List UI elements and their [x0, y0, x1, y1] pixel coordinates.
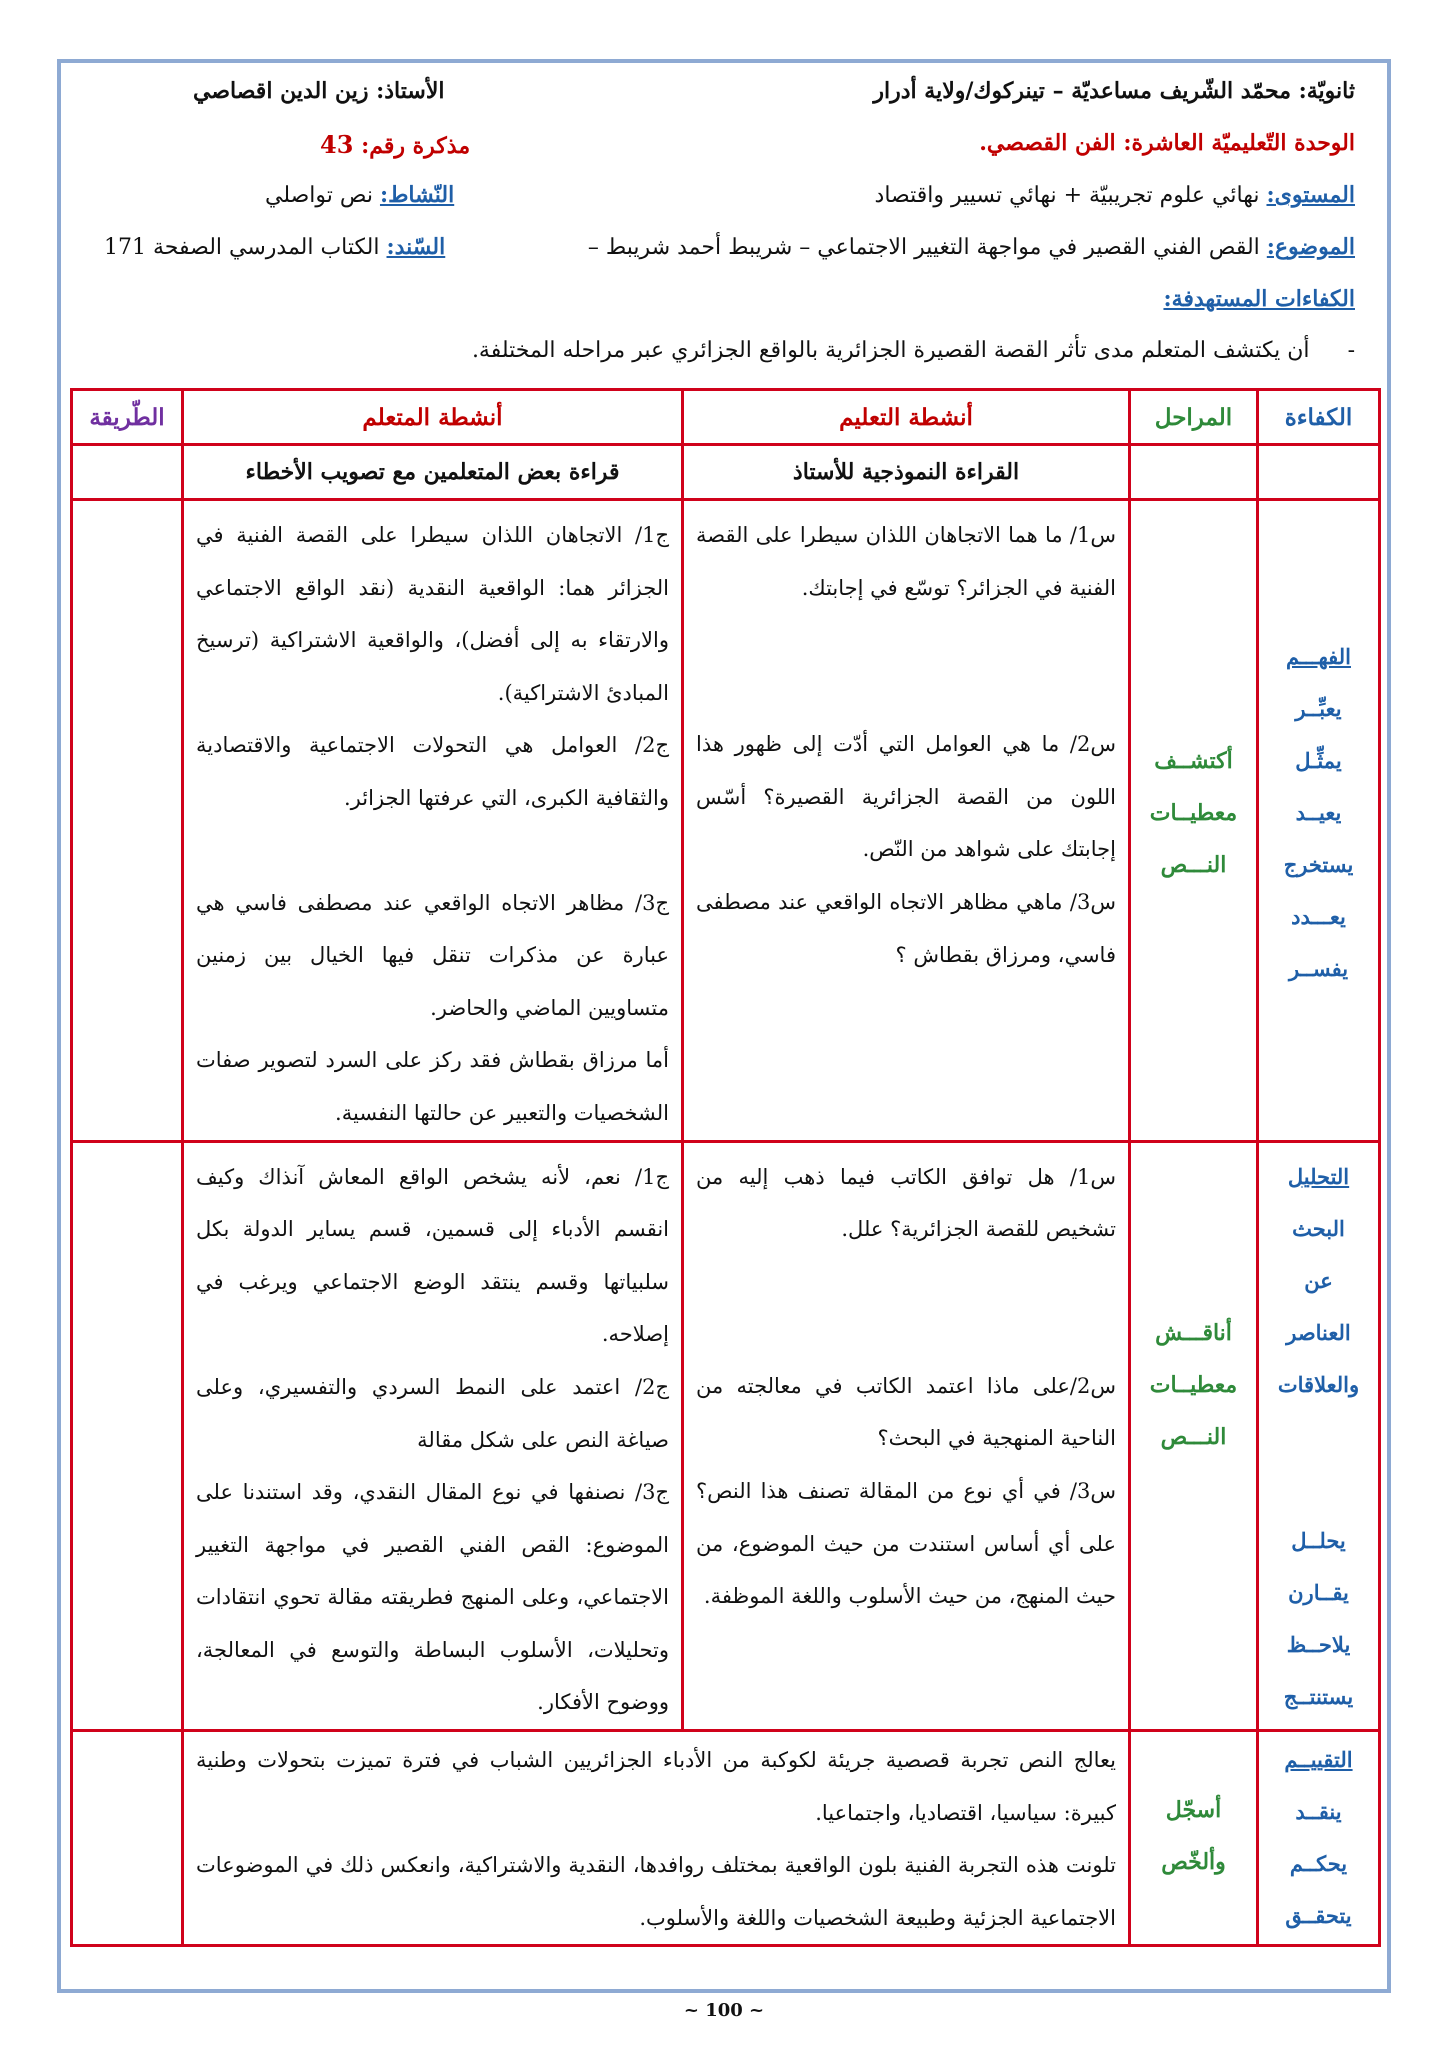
source-value: الكتاب المدرسي الصفحة 171: [104, 235, 387, 260]
topic-line: [588, 234, 1355, 260]
competency-verb: يلاحــظ: [1286, 1631, 1351, 1657]
memo-number-block: [320, 130, 470, 159]
source-line: [104, 234, 445, 260]
stage-word: النـــص: [1160, 1423, 1227, 1450]
answer-2: ج2/ اعتمد على النمط السردي والتفسيري، وعلى صياغة النص على شكل مقالة: [196, 1374, 669, 1452]
objective-text: أن يكتشف المتعلم مدى تأثر القصة القصيرة الجزائرية بالواقع الجزائري عبر مراحله المختلفة.: [471, 338, 1310, 363]
unit-title: الوحدة التّعليميّة العاشرة: الفن القصصي.: [979, 130, 1355, 156]
competency-word: البحث: [1292, 1215, 1345, 1241]
activity-label: النّشاط:: [379, 182, 455, 208]
competency-verb: يقــارن: [1288, 1579, 1349, 1605]
stage-word: أسجّل: [1165, 1797, 1222, 1824]
competency-verb: يعيــد: [1295, 800, 1342, 825]
stage-cell-3: [1130, 1731, 1258, 1946]
stage-word: أكتشــف: [1154, 748, 1233, 774]
source-label: السّند:: [386, 234, 446, 260]
stage-cell-2: [1130, 1141, 1258, 1731]
subhead-learner: قراءة بعض المتعلمين مع تصويب الأخطاء: [183, 445, 683, 500]
answer-1: ج1/ نعم، لأنه يشخص الواقع المعاش آنذاك وكيف انقسم الأدباء إلى قسمين، قسم يساير الدولة بكل سلبياتها وقسم ينتقد الوضع الاجتماعي ويرغب في إصلاحه.: [196, 1164, 669, 1347]
subhead-empty-competency: [1258, 445, 1380, 500]
section-comprehension: [72, 500, 1380, 1142]
summary-cell: [183, 1731, 1130, 1946]
teaching-cell-2: [683, 1141, 1130, 1731]
competency-verb: يتحقــق: [1285, 1903, 1352, 1929]
competency-title-2: التحليل: [1287, 1163, 1350, 1189]
memo-label: مذكرة رقم:: [361, 133, 471, 159]
answer-3: ج3/ مظاهر الاتجاه الواقعي عند مصطفى فاسي هي عبارة عن مذكرات تنقل فيها الخيال بين زمنين متساويين الماضي والحاضر.: [196, 890, 669, 1020]
competency-verb: يعـــدد: [1291, 904, 1346, 929]
question-3: س3/ في أي نوع من المقالة تصنف هذا النص؟ على أي أساس استندت من حيث الموضوع، من حيث المنهج، من حيث الأسلوب واللغة الموظفة.: [696, 1478, 1116, 1609]
stage-word: معطيــات: [1149, 1371, 1238, 1398]
competency-verb: يحلــل: [1291, 1527, 1346, 1553]
learner-cell-1: [183, 500, 683, 1142]
answer-2: ج2/ العوامل هي التحولات الاجتماعية والاقتصادية والثقافية الكبرى، التي عرفتها الجزائر.: [196, 733, 669, 810]
competency-verb: ينقــد: [1295, 1799, 1342, 1825]
header-competency: الكفاءة: [1258, 390, 1380, 445]
summary-paragraph-2: تلونت هذه التجربة الفنية بلون الواقعية بمختلف روافدها، النقدية والاشتراكية، وانعكس ذلك في الموضوعات الاجتماعية الجزئية وطبيعة الشخصيات واللغة والأسلوب.: [196, 1853, 1116, 1930]
section-analysis: [72, 1141, 1380, 1731]
competency-word: العناصر: [1286, 1319, 1351, 1345]
lesson-table: [70, 388, 1381, 1947]
subhead-empty-stage: [1130, 445, 1258, 500]
competency-verb: يستخرج: [1283, 852, 1354, 877]
header-method: الطّريقة: [72, 390, 183, 445]
competency-verb: يفســر: [1288, 956, 1349, 981]
topic-label: الموضوع:: [1266, 234, 1355, 260]
competency-verb: يحكــم: [1289, 1851, 1348, 1877]
competency-verb: يمثِّـل: [1295, 748, 1342, 773]
competency-cell-3: [1258, 1731, 1380, 1946]
method-cell-2: [72, 1141, 183, 1731]
competency-word: عن: [1304, 1267, 1333, 1293]
header-stages: المراحل: [1130, 390, 1258, 445]
activity-value: نص تواصلي: [265, 183, 380, 208]
stage-word: وألخّص: [1161, 1849, 1226, 1876]
competency-title-1: الفهـــم: [1286, 644, 1351, 669]
table-header-row: [72, 390, 1380, 445]
competency-verb: يعبِّــر: [1295, 696, 1342, 721]
stage-word: معطيــات: [1149, 800, 1238, 826]
competencies-label: الكفاءات المستهدفة:: [1163, 286, 1355, 312]
objective-line: [472, 338, 1355, 363]
memo-number: 43: [320, 130, 354, 159]
method-cell-3: [72, 1731, 183, 1946]
topic-value: القص الفني القصير في مواجهة التغيير الاجتماعي – شريبط أحمد شريبط –: [587, 235, 1267, 260]
stage-word: النـــص: [1160, 852, 1227, 878]
answer-3b: أما مرزاق بقطاش فقد ركز على السرد لتصوير صفات الشخصيات والتعبير عن حالتها النفسية.: [196, 1048, 669, 1125]
method-cell-1: [72, 500, 183, 1142]
question-1: س1/ ما هما الاتجاهان اللذان سيطرا على القصة الفنية في الجزائر؟ توسّع في إجابتك.: [696, 523, 1116, 600]
competency-verb: يستنتــج: [1283, 1683, 1354, 1709]
stage-word: أناقـــش: [1155, 1319, 1232, 1346]
learner-cell-2: [183, 1141, 683, 1731]
competency-cell-2: [1258, 1141, 1380, 1731]
question-3: س3/ ماهي مظاهر الاتجاه الواقعي عند مصطفى فاسي، ومرزاق بقطاش ؟: [696, 889, 1116, 967]
objective-bullet: -: [1347, 338, 1355, 363]
header-learner: أنشطة المتعلم: [183, 390, 683, 445]
level-label: المستوى:: [1266, 182, 1355, 208]
table-subhead-row: [72, 445, 1380, 500]
subhead-empty-method: [72, 445, 183, 500]
header-teaching: أنشطة التعليم: [683, 390, 1130, 445]
stage-cell-1: [1130, 500, 1258, 1142]
school-name: ثانويّة: محمّد الشّريف مساعديّة – تينركوك/ولاية أدرار: [873, 78, 1355, 104]
question-1: س1/ هل توافق الكاتب فيما ذهب إليه من تشخيص للقصة الجزائرية؟ علل.: [696, 1164, 1116, 1242]
question-2: س2/ ما هي العوامل التي أدّت إلى ظهور هذا اللون من القصة الجزائرية القصيرة؟ أسّس إجابتك على شواهد من النّص.: [696, 732, 1116, 862]
page-number: ~ 100 ~: [683, 2000, 765, 2021]
summary-paragraph-1: يعالج النص تجربة قصصية جريئة لكوكبة من الأدباء الجزائريين الشباب في فترة تميزت بتحولات وطنية كبيرة: سياسيا، اقتصاديا، واجتماعيا.: [196, 1748, 1116, 1825]
teaching-cell-1: [683, 500, 1130, 1142]
competency-title-3: التقييــم: [1284, 1747, 1353, 1773]
subhead-teaching: القراءة النموذجية للأستاذ: [683, 445, 1130, 500]
level-value: نهائي علوم تجريبيّة + نهائي تسيير واقتصاد: [874, 183, 1267, 208]
activity-line: [265, 182, 454, 208]
competency-word: والعلاقات: [1277, 1371, 1360, 1397]
answer-3: ج3/ نصنفها في نوع المقال النقدي، وقد استندنا على الموضوع: القص الفني القصير في مواجهة التغيير الاجتماعي، وعلى المنهج فطريقته مقالة تحوي انتقادات وتحليلات، الأسلوب البساطة والتوسع في المعالجة، ووضوح الأفكار.: [196, 1480, 669, 1715]
question-2: س2/على ماذا اعتمد الكاتب في معالجته من الناحية المنهجية في البحث؟: [696, 1373, 1116, 1451]
level-line: [875, 182, 1355, 208]
competency-cell-1: [1258, 500, 1380, 1142]
answer-1: ج1/ الاتجاهان اللذان سيطرا على القصة الفنية في الجزائر هما: الواقعية النقدية (نقد الواقع الاجتماعي والارتقاء به إلى أفضل)، والواقعية الاشتراكية (ترسيخ المبادئ الاشتراكية).: [196, 523, 669, 705]
teacher-name: الأستاذ: زين الدين اقصاصي: [193, 78, 445, 104]
section-evaluation: [72, 1731, 1380, 1946]
